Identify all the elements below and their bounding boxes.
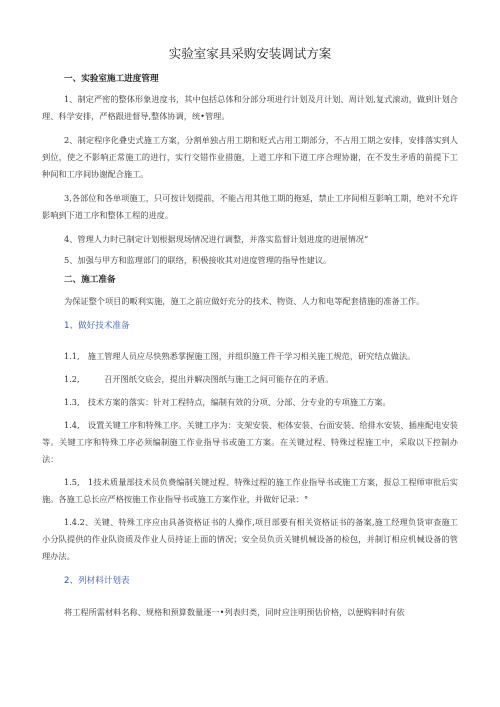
tech-prep-item-1-3: 1.3, 技术方案的落实：针对工程特点，编制有效的分项、分部、分专业的专项施工方案。 [64, 397, 391, 408]
subsection-tech-prep-heading: 1、做好技术准备 [64, 320, 130, 331]
section1-paragraph-4: 4、管理人力时已制定计划根据现场情况进行调整，并落实监督计划进度的进展情况“ [64, 234, 369, 245]
section2-heading: 二、施工准备 [64, 275, 116, 286]
section1-paragraph-2: 2、制定程序化叠史式施工方案，分割单独占用工期和贬式占用工期部分，不占用工期之安排，安排落实到人到位，使之不影响正常施工的进行，实行交错作业措施，上道工序和下道工序合理协谢，在不发生矛盾的前提下工种间和工序间协谢配合施工。 [42, 135, 458, 180]
section1-paragraph-3: 3,各部位和各单项施工，只可按计划提前，不能占用其他工期的拖延，禁止工序间相互影响工期，绝对不允许影响到下道工序和整体工程的进度。 [42, 193, 458, 221]
document-title: 实验室家具采购安装调试方案 [168, 46, 332, 61]
tech-prep-item-1-4-2: 1.4.2、关键、特殊工序应由具备资格证书的人操作,项目部要有相关资格证书的备案,施工经理负货审查施工小分队提供的作业队资质及作业人员持证上面的情况；安全员负贡关键机械设备的检包，并制订相应机械设备的管理办法。 [42, 517, 458, 562]
material-plan-item-1: 将工程所需材料名称、规格和预算数量逐一•列表归类，同时应注明预估价格，以便购料时有依 [64, 606, 405, 617]
subsection-material-plan-heading: 2、列材料计划表 [64, 576, 130, 587]
section1-paragraph-1: 1、制定严密的整体形象进度书，其中包括总体和分部分项进行计划及月计划、周计划,复式滚动，做到计划合理、科学安排，严格跟进督导,整体协调，统•管理。 [42, 94, 458, 122]
section1-heading: 一、实验室施工进度管理 [64, 73, 159, 84]
tech-prep-item-1-5: 1.5, 1技术质量部技术员负费编制关键过程、特殊过程的施工作业指导书或施工方案，报总工程师审批后实施。各施工总长应严格按施工作业指导书或施工方案作业，并做好记录：° [42, 477, 458, 505]
tech-prep-item-1-4: 1.4, 设置关键工序和特殊工序。关键工序为：支架安装、柜体安装、台面安装、给排水安装、插座配电安装等。关键工序和特殊工序必须编制施工作业指导书或施工方案。在关键过程、特殊过程施工中，采取以下控制办法： [42, 420, 458, 465]
tech-prep-item-1-1: 1.1, 施工管理人员应尽快熟悉掌握施工图，并组织施工件干学习相关施工规范，研究结点做法。 [64, 351, 416, 362]
tech-prep-item-1-2: 1.2, 召开图纸交底会，提出并解决图纸与施工之间可能存在的矛盾。 [64, 374, 334, 385]
section2-intro: 为保证整个项目的畈利实施，施工之前应做好充分的技术、物资、人力和电等配套措施的准备工作。 [64, 295, 425, 306]
section1-paragraph-5: 5、加强与甲方和监理部门的联络，积极接收其对进度管理的指导性建议。 [64, 255, 332, 266]
